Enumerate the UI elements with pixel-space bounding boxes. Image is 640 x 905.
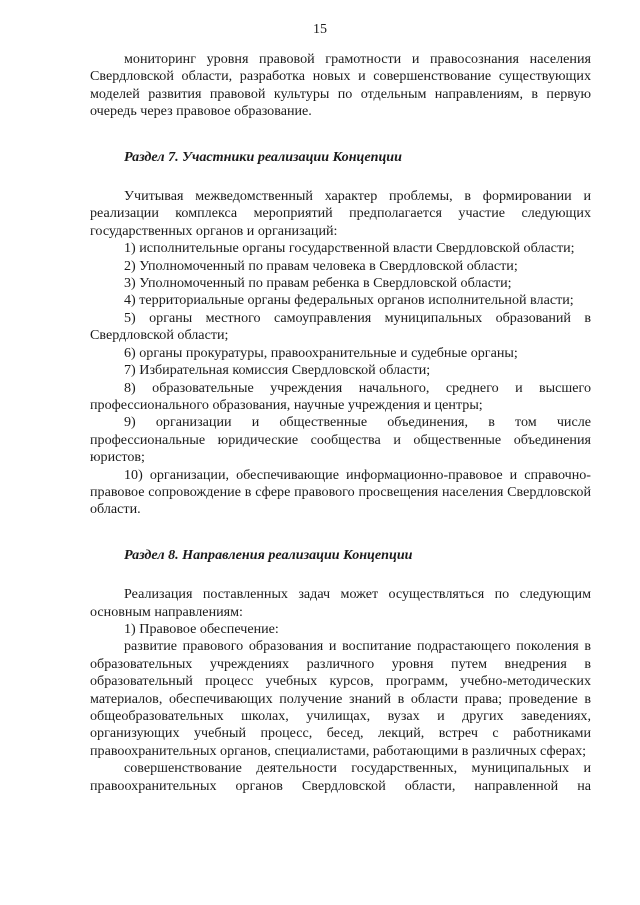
section-7-lead: Учитывая межведомственный характер проблемы, в формировании и реализации комплекса мероприятий предполагается участие следующих государственных органов и организаций: — [90, 188, 591, 239]
section-7-heading: Раздел 7. Участники реализации Концепции — [124, 148, 402, 165]
list-item: 9) организации и общественные объединения, в том числе профессиональные юридические сообщества и общественные объединения юристов; — [90, 414, 591, 466]
section-8-paragraph-1: развитие правового образования и воспитание подрастающего поколения в образовательных учреждениях различного уровня путем внедрения в образовательный процесс учебных курсов, программ, учебно-методических материалов, обеспечивающих получение знаний в области права; проведение в общеобразовательных школах, училищах, вузах и других заведениях, организующих учебный процесс, бесед, лекций, встреч с работниками правоохранительных органов, специалистами, работающими в различных сферах; — [90, 638, 591, 759]
spacer — [90, 166, 591, 188]
section-8-paragraph-2: совершенствование деятельности государственных, муниципальных и правоохранительных органов Свердловской области, направленной на — [90, 760, 591, 794]
spacer — [90, 519, 591, 547]
list-item: 1) исполнительные органы государственной власти Свердловской области; — [124, 240, 575, 257]
list-item: 5) органы местного самоуправления муниципальных образований в Свердловской области; — [90, 309, 591, 344]
section-8-lead: Реализация поставленных задач может осуществляться по следующим основным направлениям: — [90, 586, 591, 620]
section-8-subheading: 1) Правовое обеспечение: — [124, 620, 279, 637]
list-item: 2) Уполномоченный по правам человека в Свердловской области; — [124, 257, 518, 274]
list-item: 4) территориальные органы федеральных органов исполнительной власти; — [124, 292, 574, 309]
list-item: 8) образовательные учреждения начального, среднего и высшего профессионального образования, научные учреждения и центры; — [90, 379, 591, 413]
list-item: 7) Избирательная комиссия Свердловской области; — [124, 362, 431, 379]
page-number: 15 — [313, 22, 327, 37]
list-item: 6) органы прокуратуры, правоохранительные и судебные органы; — [124, 344, 518, 361]
spacer — [90, 564, 591, 586]
list-item: 10) организации, обеспечивающие информационно-правовое и справочно-правовое сопровождение в сфере правового просвещения населения Свердловской области. — [90, 466, 591, 518]
document-body — [90, 51, 591, 795]
section-8-heading: Раздел 8. Направления реализации Концепции — [124, 546, 413, 563]
list-item: 3) Уполномоченный по правам ребенка в Свердловской области; — [124, 275, 512, 292]
intro-paragraph: мониторинг уровня правовой грамотности и правосознания населения Свердловской области, разработка новых и совершенствование существующих моделей развития правовой культуры по отдельным направлениям, в первую очередь через правовое образование. — [90, 51, 591, 120]
spacer — [90, 121, 591, 149]
